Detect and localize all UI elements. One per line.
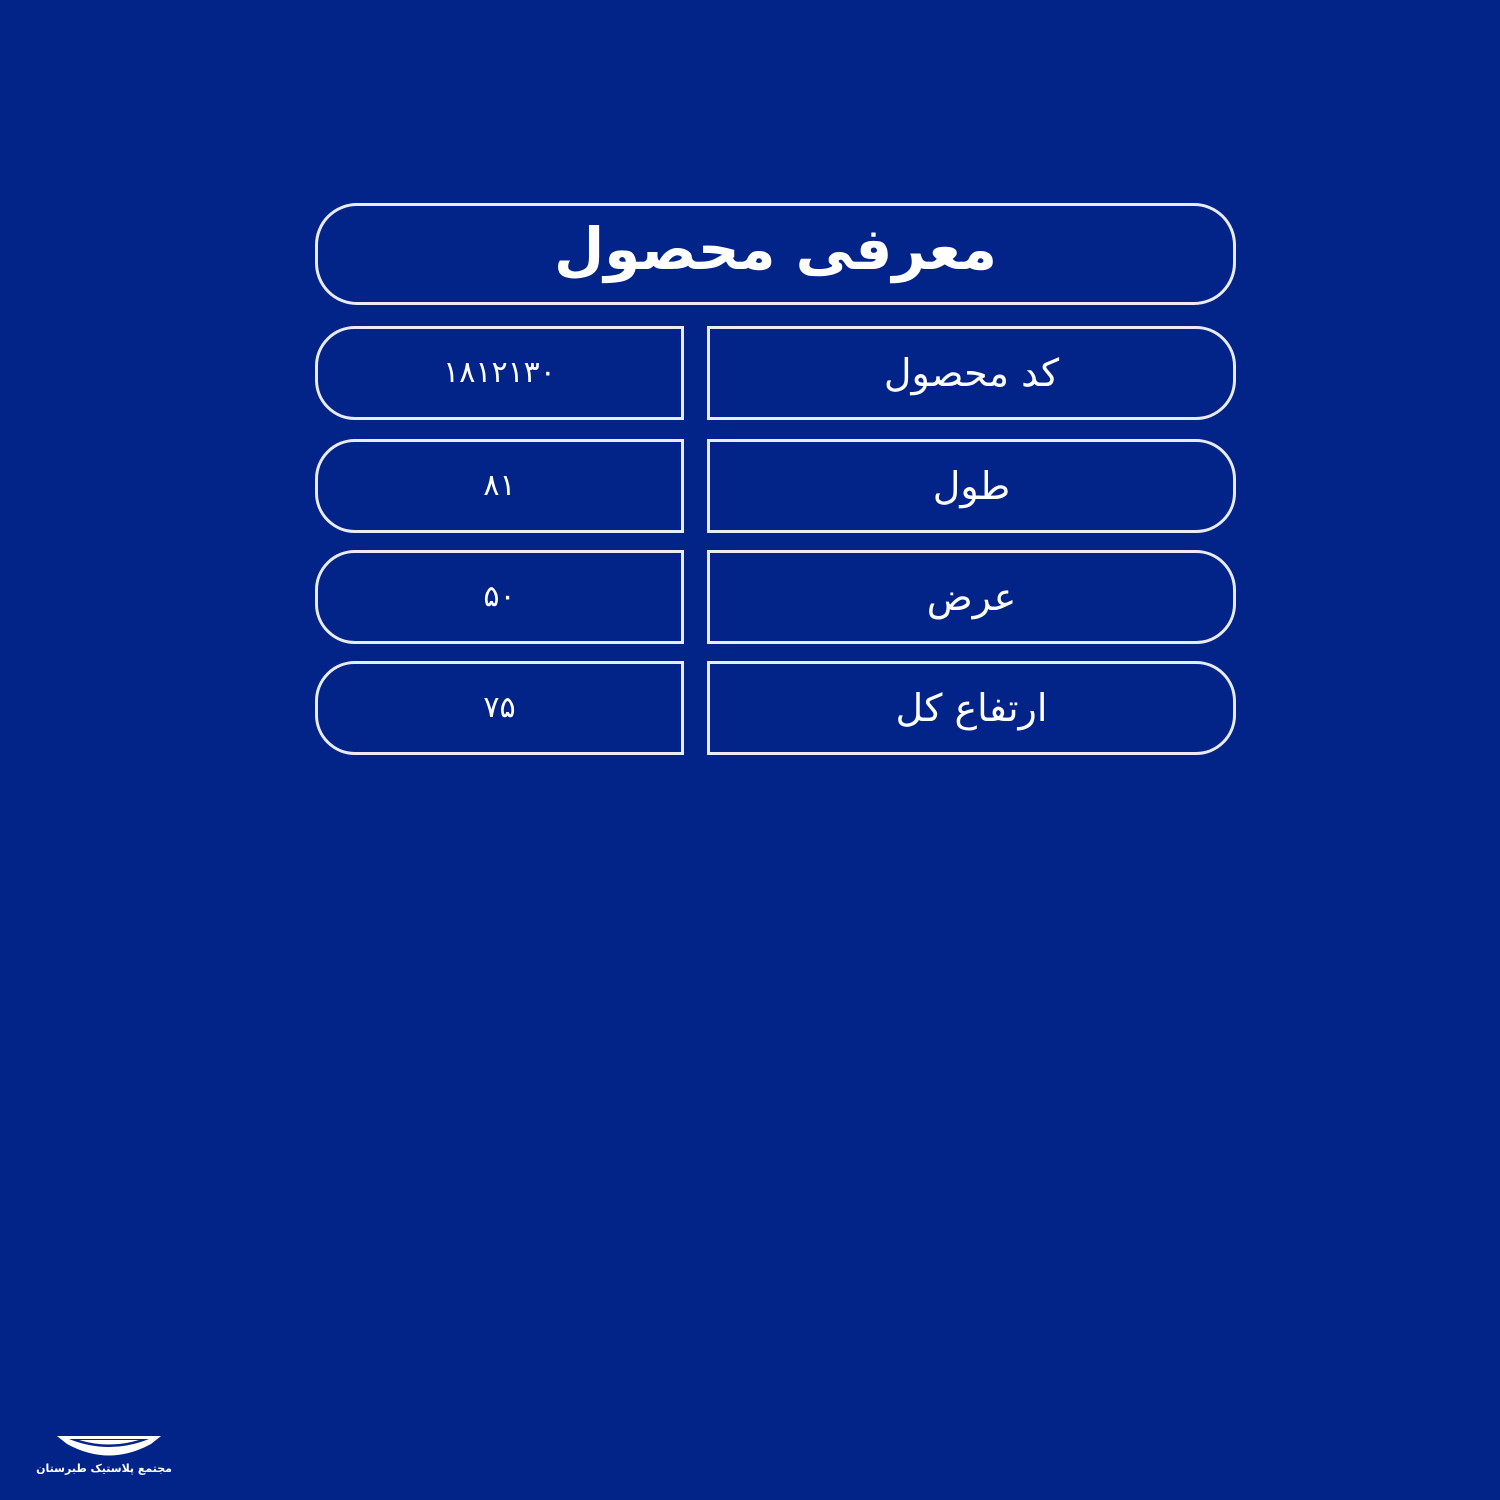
spec-label-width: عرض [926, 575, 1017, 619]
spec-value-box [315, 661, 684, 755]
spec-label-box [707, 439, 1236, 533]
page-title: معرفی محصول [553, 215, 998, 283]
spec-label-box [707, 550, 1236, 644]
spec-value-total-height: ۷۵ [483, 690, 516, 725]
spec-label-box [707, 326, 1236, 420]
spec-value-box [315, 550, 684, 644]
spec-value-width: ۵۰ [483, 579, 516, 614]
brand-name: مجتمع پلاستیک طبرستان [36, 1462, 172, 1475]
spec-label-length: طول [932, 464, 1011, 508]
spec-label-box [707, 661, 1236, 755]
spec-value-box [315, 439, 684, 533]
title-box [315, 203, 1236, 305]
brand-logo [36, 1433, 172, 1479]
spec-label-total-height: ارتفاع کل [895, 686, 1048, 730]
spec-value-length: ۸۱ [483, 468, 516, 503]
spec-label-product-code: کد محصول [883, 351, 1060, 395]
spec-value-product-code: ۱۸۱۲۱۳۰ [443, 355, 556, 390]
bowl-icon [55, 1433, 163, 1459]
spec-value-box [315, 326, 684, 420]
